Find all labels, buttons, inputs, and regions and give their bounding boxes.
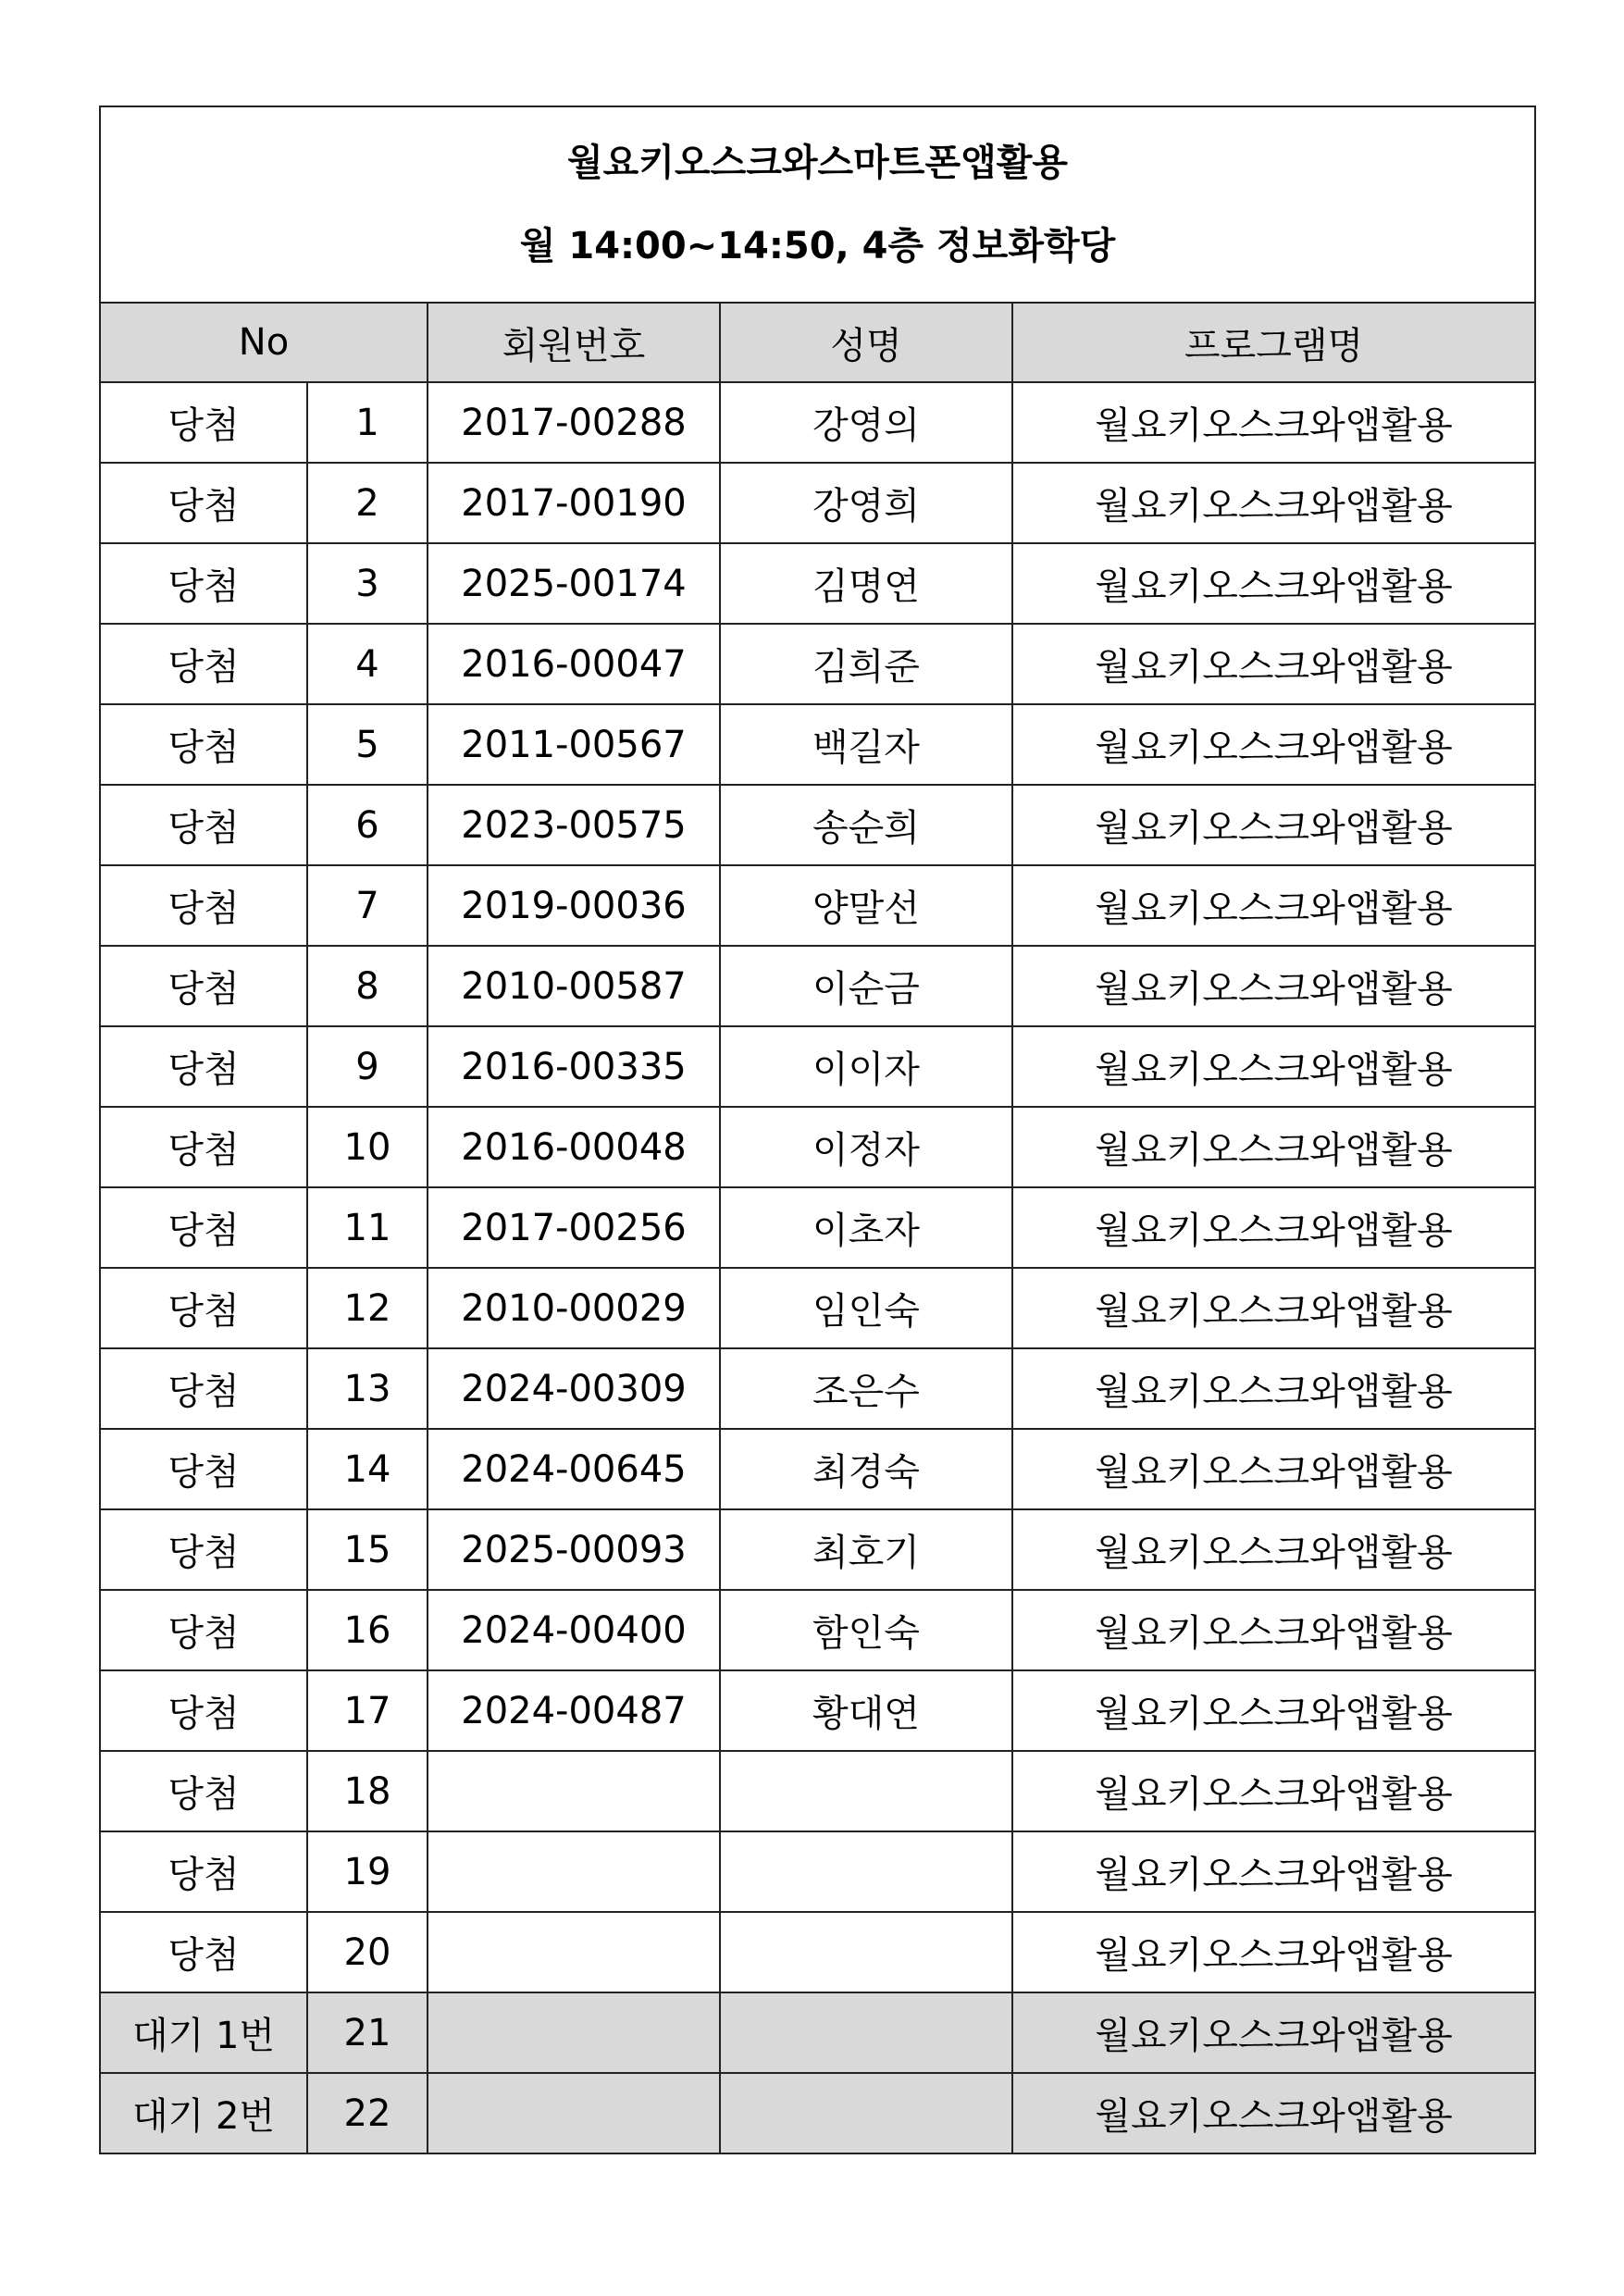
status-cell: 당첨 bbox=[100, 704, 307, 785]
table-row bbox=[100, 1268, 1535, 1348]
program-cell: 월요키오스크와앱활용 bbox=[1012, 1429, 1535, 1509]
member-id-cell bbox=[428, 1992, 720, 2073]
program-cell: 월요키오스크와앱활용 bbox=[1012, 946, 1535, 1026]
no-cell: 3 bbox=[307, 543, 428, 624]
no-cell: 14 bbox=[307, 1429, 428, 1509]
table-row bbox=[100, 1187, 1535, 1268]
table-row bbox=[100, 785, 1535, 865]
status-cell: 대기 2번 bbox=[100, 2073, 307, 2153]
no-cell: 9 bbox=[307, 1026, 428, 1107]
status-cell: 당첨 bbox=[100, 1107, 307, 1187]
status-cell: 당첨 bbox=[100, 1348, 307, 1429]
program-cell: 월요키오스크와앱활용 bbox=[1012, 2073, 1535, 2153]
program-cell: 월요키오스크와앱활용 bbox=[1012, 1348, 1535, 1429]
header-member-id: 회원번호 bbox=[428, 303, 720, 382]
member-id-cell bbox=[428, 1912, 720, 1992]
no-cell: 8 bbox=[307, 946, 428, 1026]
title-line-2: 월 14:00~14:50, 4층 정보화학당 bbox=[519, 225, 1116, 267]
status-cell: 당첨 bbox=[100, 1912, 307, 1992]
name-cell: 최경숙 bbox=[720, 1429, 1012, 1509]
no-cell: 4 bbox=[307, 624, 428, 704]
table-row bbox=[100, 1912, 1535, 1992]
table-row bbox=[100, 382, 1535, 463]
program-cell: 월요키오스크와앱활용 bbox=[1012, 1912, 1535, 1992]
status-cell: 당첨 bbox=[100, 865, 307, 946]
member-id-cell: 2023-00575 bbox=[428, 785, 720, 865]
table-row bbox=[100, 543, 1535, 624]
name-cell: 이초자 bbox=[720, 1187, 1012, 1268]
roster-table bbox=[99, 105, 1536, 2154]
no-cell: 22 bbox=[307, 2073, 428, 2153]
member-id-cell bbox=[428, 1751, 720, 1831]
program-cell: 월요키오스크와앱활용 bbox=[1012, 865, 1535, 946]
member-id-cell: 2010-00029 bbox=[428, 1268, 720, 1348]
no-cell: 12 bbox=[307, 1268, 428, 1348]
table-row bbox=[100, 946, 1535, 1026]
no-cell: 18 bbox=[307, 1751, 428, 1831]
no-cell: 20 bbox=[307, 1912, 428, 1992]
table-row bbox=[100, 865, 1535, 946]
name-cell: 조은수 bbox=[720, 1348, 1012, 1429]
name-cell: 백길자 bbox=[720, 704, 1012, 785]
no-cell: 13 bbox=[307, 1348, 428, 1429]
program-cell: 월요키오스크와앱활용 bbox=[1012, 1509, 1535, 1590]
program-cell: 월요키오스크와앱활용 bbox=[1012, 1670, 1535, 1751]
table-row bbox=[100, 1590, 1535, 1670]
table-row bbox=[100, 1992, 1535, 2073]
member-id-cell: 2016-00048 bbox=[428, 1107, 720, 1187]
title-row bbox=[100, 106, 1535, 303]
name-cell: 김명연 bbox=[720, 543, 1012, 624]
program-cell: 월요키오스크와앱활용 bbox=[1012, 624, 1535, 704]
table-row bbox=[100, 1429, 1535, 1509]
program-cell: 월요키오스크와앱활용 bbox=[1012, 1831, 1535, 1912]
table-row bbox=[100, 704, 1535, 785]
member-id-cell: 2016-00047 bbox=[428, 624, 720, 704]
name-cell: 황대연 bbox=[720, 1670, 1012, 1751]
name-cell bbox=[720, 1912, 1012, 1992]
name-cell bbox=[720, 2073, 1012, 2153]
no-cell: 17 bbox=[307, 1670, 428, 1751]
name-cell bbox=[720, 1992, 1012, 2073]
member-id-cell: 2024-00645 bbox=[428, 1429, 720, 1509]
status-cell: 당첨 bbox=[100, 785, 307, 865]
member-id-cell: 2011-00567 bbox=[428, 704, 720, 785]
title-line-1: 월요키오스크와스마트폰앱활용 bbox=[567, 142, 1069, 184]
program-cell: 월요키오스크와앱활용 bbox=[1012, 382, 1535, 463]
member-id-cell: 2025-00093 bbox=[428, 1509, 720, 1590]
member-id-cell: 2016-00335 bbox=[428, 1026, 720, 1107]
status-cell: 당첨 bbox=[100, 1670, 307, 1751]
member-id-cell: 2025-00174 bbox=[428, 543, 720, 624]
no-cell: 11 bbox=[307, 1187, 428, 1268]
header-program: 프로그램명 bbox=[1012, 303, 1535, 382]
program-cell: 월요키오스크와앱활용 bbox=[1012, 463, 1535, 543]
program-cell: 월요키오스크와앱활용 bbox=[1012, 1590, 1535, 1670]
table-row bbox=[100, 463, 1535, 543]
program-cell: 월요키오스크와앱활용 bbox=[1012, 785, 1535, 865]
name-cell bbox=[720, 1751, 1012, 1831]
program-cell: 월요키오스크와앱활용 bbox=[1012, 1026, 1535, 1107]
status-cell: 당첨 bbox=[100, 382, 307, 463]
program-cell: 월요키오스크와앱활용 bbox=[1012, 1992, 1535, 2073]
member-id-cell: 2024-00487 bbox=[428, 1670, 720, 1751]
no-cell: 10 bbox=[307, 1107, 428, 1187]
member-id-cell: 2010-00587 bbox=[428, 946, 720, 1026]
name-cell: 강영희 bbox=[720, 463, 1012, 543]
status-cell: 당첨 bbox=[100, 543, 307, 624]
status-cell: 대기 1번 bbox=[100, 1992, 307, 2073]
program-cell: 월요키오스크와앱활용 bbox=[1012, 543, 1535, 624]
member-id-cell: 2017-00190 bbox=[428, 463, 720, 543]
member-id-cell: 2017-00288 bbox=[428, 382, 720, 463]
status-cell: 당첨 bbox=[100, 946, 307, 1026]
name-cell: 양말선 bbox=[720, 865, 1012, 946]
no-cell: 2 bbox=[307, 463, 428, 543]
name-cell: 김희준 bbox=[720, 624, 1012, 704]
program-cell: 월요키오스크와앱활용 bbox=[1012, 1268, 1535, 1348]
table-row bbox=[100, 1751, 1535, 1831]
name-cell bbox=[720, 1831, 1012, 1912]
name-cell: 이정자 bbox=[720, 1107, 1012, 1187]
table-row bbox=[100, 1670, 1535, 1751]
table-row bbox=[100, 1107, 1535, 1187]
status-cell: 당첨 bbox=[100, 1268, 307, 1348]
member-id-cell bbox=[428, 1831, 720, 1912]
no-cell: 1 bbox=[307, 382, 428, 463]
name-cell: 함인숙 bbox=[720, 1590, 1012, 1670]
no-cell: 15 bbox=[307, 1509, 428, 1590]
name-cell: 임인숙 bbox=[720, 1268, 1012, 1348]
member-id-cell: 2017-00256 bbox=[428, 1187, 720, 1268]
name-cell: 이이자 bbox=[720, 1026, 1012, 1107]
status-cell: 당첨 bbox=[100, 1187, 307, 1268]
page-title bbox=[100, 106, 1535, 303]
status-cell: 당첨 bbox=[100, 1429, 307, 1509]
name-cell: 최호기 bbox=[720, 1509, 1012, 1590]
status-cell: 당첨 bbox=[100, 624, 307, 704]
member-id-cell: 2019-00036 bbox=[428, 865, 720, 946]
program-cell: 월요키오스크와앱활용 bbox=[1012, 1107, 1535, 1187]
no-cell: 6 bbox=[307, 785, 428, 865]
status-cell: 당첨 bbox=[100, 1590, 307, 1670]
member-id-cell: 2024-00309 bbox=[428, 1348, 720, 1429]
name-cell: 이순금 bbox=[720, 946, 1012, 1026]
table-row bbox=[100, 1509, 1535, 1590]
program-cell: 월요키오스크와앱활용 bbox=[1012, 1187, 1535, 1268]
status-cell: 당첨 bbox=[100, 1831, 307, 1912]
status-cell: 당첨 bbox=[100, 1751, 307, 1831]
no-cell: 5 bbox=[307, 704, 428, 785]
program-cell: 월요키오스크와앱활용 bbox=[1012, 1751, 1535, 1831]
no-cell: 21 bbox=[307, 1992, 428, 2073]
status-cell: 당첨 bbox=[100, 463, 307, 543]
table-row bbox=[100, 624, 1535, 704]
name-cell: 송순희 bbox=[720, 785, 1012, 865]
status-cell: 당첨 bbox=[100, 1509, 307, 1590]
table-row bbox=[100, 1026, 1535, 1107]
table-row bbox=[100, 1348, 1535, 1429]
status-cell: 당첨 bbox=[100, 1026, 307, 1107]
header-no: No bbox=[100, 303, 428, 382]
member-id-cell: 2024-00400 bbox=[428, 1590, 720, 1670]
table-row bbox=[100, 2073, 1535, 2153]
table-row bbox=[100, 1831, 1535, 1912]
no-cell: 7 bbox=[307, 865, 428, 946]
no-cell: 16 bbox=[307, 1590, 428, 1670]
program-cell: 월요키오스크와앱활용 bbox=[1012, 704, 1535, 785]
no-cell: 19 bbox=[307, 1831, 428, 1912]
header-name: 성명 bbox=[720, 303, 1012, 382]
header-row bbox=[100, 303, 1535, 382]
name-cell: 강영의 bbox=[720, 382, 1012, 463]
member-id-cell bbox=[428, 2073, 720, 2153]
